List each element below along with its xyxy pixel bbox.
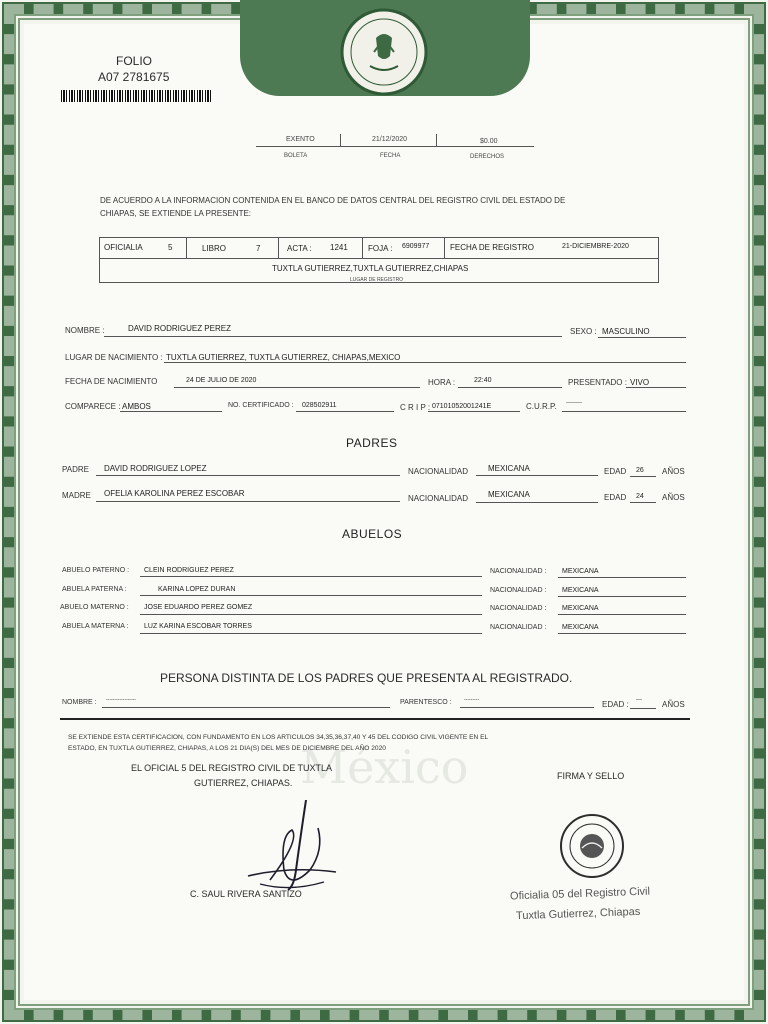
sexo-value: MASCULINO [602,327,650,336]
intro-line-2: CHIAPAS, SE EXTIENDE LA PRESENTE: [100,209,252,218]
comparece-value: AMBOS [122,402,151,411]
intro-line-1: DE ACUERDO A LA INFORMACION CONTENIDA EN EL BANCO DE DATOS CENTRAL DEL REGISTRO CIVIL DEL ESTADO DE [100,196,566,205]
boleta-label: BOLETA [284,153,308,159]
abuela-materna-label: ABUELA MATERNA : [62,623,129,630]
distinta-edad-value: --- [636,697,642,703]
derechos-label: DERECHOS [470,154,505,160]
abuelo-materno-line [140,614,482,615]
abuelos-title: ABUELOS [342,527,403,541]
madre-nacionalidad-label: NACIONALIDAD [408,494,469,503]
abuelo-paterno-line [140,576,482,577]
certificado-line [296,411,394,412]
madre-edad-value: 24 [636,493,644,500]
padre-value: DAVID RODRIGUEZ LOPEZ [104,464,207,473]
padre-nacionalidad-value: MEXICANA [488,464,530,473]
abuelo-paterno-nac-value: MEXICANA [562,568,599,575]
certificacion-line-2: ESTADO, EN TUXTLA GUTIERREZ, CHIAPAS, A LOS 21 DIA(S) DEL MES DE DICIEMBRE DEL AÑO 2020 [68,745,386,752]
oficial-line-2: GUTIERREZ, CHIAPAS. [194,778,293,788]
separator [278,237,279,258]
madre-nacionalidad-value: MEXICANA [488,490,530,499]
lugar-nacimiento-label: LUGAR DE NACIMIENTO : [65,353,163,362]
libro-label: LIBRO [202,244,227,253]
madre-anos-label: AÑOS [662,493,685,502]
foja-value: 6909977 [402,243,430,250]
distinta-nombre-label: NOMBRE : [62,699,97,706]
persona-distinta-title: PERSONA DISTINTA DE LOS PADRES QUE PRESENTA AL REGISTRADO. [160,671,573,685]
abuela-materna-nac-value: MEXICANA [562,624,599,631]
fecha-nacimiento-line [174,387,420,388]
crip-line [428,411,520,412]
abuelo-materno-nac-label: NACIONALIDAD : [490,605,547,612]
registro-divider [99,258,659,259]
fecha-label: FECHA [380,153,401,159]
fecha-nacimiento-value: 24 DE JULIO DE 2020 [186,377,257,384]
abuela-paterna-label: ABUELA PATERNA : [62,586,127,593]
madre-line [96,501,400,502]
distinta-anos-label: AÑOS [662,700,685,709]
padres-title: PADRES [346,436,398,450]
hora-value: 22:40 [474,377,492,384]
padre-nacionalidad-line [476,475,598,476]
foja-label: FOJA : [368,244,393,253]
padre-label: PADRE [62,465,89,474]
curp-line [562,411,686,412]
lugar-registro: TUXTLA GUTIERREZ,TUXTLA GUTIERREZ,CHIAPAS [272,264,469,273]
comparece-label: COMPARECE : [65,402,121,411]
sexo-line [598,337,686,338]
certificacion-line-1: SE EXTIENDE ESTA CERTIFICACION, CON FUNDAMENTO EN LOS ARTICULOS 34,35,36,37,40 Y 45 DEL CODIGO CIVIL VIGENTE EN EL [68,734,489,741]
padre-nacionalidad-label: NACIONALIDAD [408,467,469,476]
comparece-line [120,411,222,412]
abuelo-paterno-name: CLEIN RODRIGUEZ PEREZ [144,567,234,574]
parentesco-label: PARENTESCO : [400,699,452,706]
derechos-value: $0.00 [480,138,498,145]
abuelo-materno-name: JOSE EDUARDO PEREZ GOMEZ [144,604,253,611]
abuelo-paterno-nac-label: NACIONALIDAD : [490,568,547,575]
madre-label: MADRE [62,491,91,500]
distinta-nombre-line [102,707,390,708]
nombre-line [104,336,562,337]
abuela-materna-nac-label: NACIONALIDAD : [490,624,547,631]
sexo-label: SEXO : [570,327,597,336]
lugar-registro-label: LUGAR DE REGISTRO [350,277,404,283]
padre-anos-label: AÑOS [662,467,685,476]
presentado-line [626,387,686,388]
abuelo-materno-nac-value: MEXICANA [562,605,599,612]
fecha-nacimiento-label: FECHA DE NACIMIENTO [65,377,158,386]
abuela-materna-name: LUZ KARINA ESCOBAR TORRES [144,623,252,630]
abuela-paterna-name: KARINA LOPEZ DURAN [158,586,236,593]
padre-line [96,475,400,476]
separator [444,237,445,258]
separator [186,237,187,258]
abuelo-materno-nac-line [558,614,686,615]
crip-value: 07101052001241E [432,403,492,410]
acta-value: 1241 [330,243,348,252]
abuela-paterna-nac-value: MEXICANA [562,587,599,594]
national-emblem-icon [340,8,428,96]
lugar-nacimiento-value: TUXTLA GUTIERREZ, TUXTLA GUTIERREZ, CHIAPAS,MEXICO [166,353,401,362]
separator [340,134,341,146]
folio-label: FOLIO [116,54,153,68]
lugar-nacimiento-line [164,362,686,363]
parentesco-line [460,707,594,708]
boleta-value: EXENTO [286,136,315,143]
stamp-line-1: Oficialia 05 del Registro Civil [509,885,651,903]
madre-value: OFELIA KAROLINA PEREZ ESCOBAR [104,489,245,498]
padre-edad-label: EDAD [604,467,627,476]
abuela-paterna-nac-line [558,596,686,597]
presentado-value: VIVO [630,378,650,387]
abuelo-paterno-nac-line [558,577,686,578]
abuela-materna-nac-line [558,633,686,634]
fecha-value: 21/12/2020 [372,136,408,143]
curp-label: C.U.R.P. [526,402,557,411]
oficial-line-1: EL OFICIAL 5 DEL REGISTRO CIVIL DE TUXTLA [131,763,333,773]
oficial-name: C. SAUL RIVERA SANTIZO [190,889,302,899]
hora-label: HORA : [428,378,456,387]
oficialia-label: OFICIALIA [104,243,143,252]
paper [24,24,744,1000]
distinta-edad-line [630,708,656,709]
boleta-line [256,146,534,147]
hora-line [458,387,562,388]
padre-edad-value: 26 [636,467,644,474]
parentesco-value: --------- [464,697,479,703]
distinta-edad-label: EDAD : [602,700,629,709]
separator [362,237,363,258]
certificado-value: 028502911 [302,402,337,409]
nombre-value: DAVID RODRIGUEZ PEREZ [128,324,231,333]
firma-label: FIRMA Y SELLO [557,771,625,781]
abuelo-materno-label: ABUELO MATERNO : [60,604,129,611]
crip-label: C R I P : [400,403,431,412]
distinta-nombre-value: ------------------ [106,697,136,703]
acta-label: ACTA : [287,244,312,253]
presentado-label: PRESENTADO : [568,378,627,387]
fecha-registro-label: FECHA DE REGISTRO [450,243,535,252]
libro-value: 7 [256,244,261,253]
fecha-registro-value: 21-DICIEMBRE-2020 [562,243,629,250]
abuela-materna-line [140,633,482,634]
oficialia-value: 5 [168,243,173,252]
madre-edad-label: EDAD [604,493,627,502]
separator [436,134,437,146]
curp-value: -------- [566,400,582,406]
abuela-paterna-line [140,595,482,596]
nombre-label: NOMBRE : [65,326,105,335]
abuelo-paterno-label: ABUELO PATERNO : [62,567,130,574]
handwritten-signature [240,800,350,900]
certificado-label: NO. CERTIFICADO : [228,402,294,409]
madre-nacionalidad-line [476,502,598,503]
abuela-paterna-nac-label: NACIONALIDAD : [490,587,547,594]
folio-number: A07 2781675 [98,70,170,84]
watermark: México [300,740,469,794]
madre-edad-line [630,502,656,503]
official-seal-icon [558,812,626,880]
section-divider [60,718,690,720]
stamp-line-2: Tuxtla Gutierrez, Chiapas [515,905,641,923]
barcode [61,90,211,102]
padre-edad-line [630,476,656,477]
